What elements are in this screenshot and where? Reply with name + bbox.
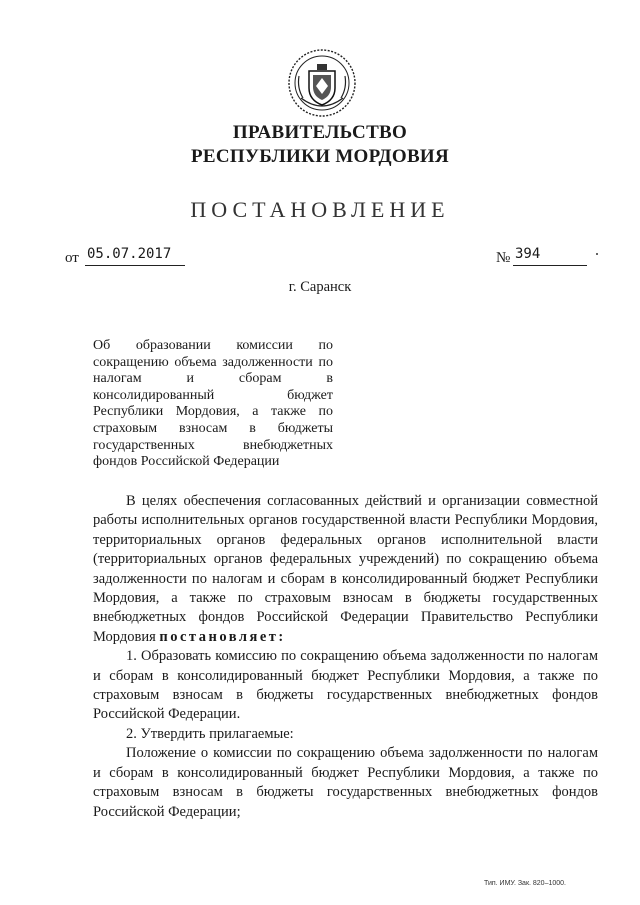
item-2-regulation-paragraph: Положение о комиссии по сокращению объема задолженности по налогам и сборам в консолидированный бюджет Республики Мордовия, а также по страховым взносам в бюджеты государственных внебюджетных фондов Российской Федерации; — [93, 745, 598, 820]
preamble-text: В целях обеспечения согласованных действий и организации совместной работы исполнительных органов государственной власти Республики Мордовия, территориальных органов федеральных органов исполнительной власти (территориальных органов федеральных учреждений) по сокращению объема задолженности по налогам и сборам в консолидированный бюджет Республики Мордовия, а также по страховым взносам в бюджеты государственных внебюджетных фондов Российской Федерации Правительство Республики Мордовия — [93, 493, 598, 645]
document-date: 05.07.2017 — [85, 246, 185, 266]
preamble-paragraph — [93, 492, 598, 647]
document-subject: Об образовании комиссии по сокращению объема задолженности по налогам и сборам в консолидированный бюджет Республики Мордовия, а также по страховым взносам в бюджеты государственных внебюджетных фондов Российской Федерации — [93, 338, 333, 470]
city-name: г. Саранск — [288, 279, 352, 295]
date-prefix: от — [65, 250, 79, 266]
document-number: 394 — [513, 246, 587, 266]
item-1-paragraph: 1. Образовать комиссию по сокращению объема задолженности по налогам и сборам в консолидированный бюджет Республики Мордовия, а также по страховым взносам в бюджеты государственных внебюджетных фондов Российской Федерации. — [93, 648, 598, 723]
item-2-paragraph: 2. Утвердить прилагаемые: — [126, 725, 294, 742]
stray-dot — [596, 253, 598, 255]
coat-of-arms-emblem — [287, 48, 357, 118]
print-mark: Тип. ИМУ. Зак. 820–1000. — [484, 880, 566, 887]
organization-name-line2: РЕСПУБЛИКИ МОРДОВИЯ — [190, 146, 450, 167]
organization-name-line1: ПРАВИТЕЛЬСТВО — [232, 122, 408, 143]
number-prefix: № — [496, 250, 511, 266]
document-body — [93, 492, 598, 822]
document-type-title: ПОСТАНОВЛЕНИЕ — [190, 197, 450, 222]
decree-word: постановляет: — [159, 628, 286, 645]
